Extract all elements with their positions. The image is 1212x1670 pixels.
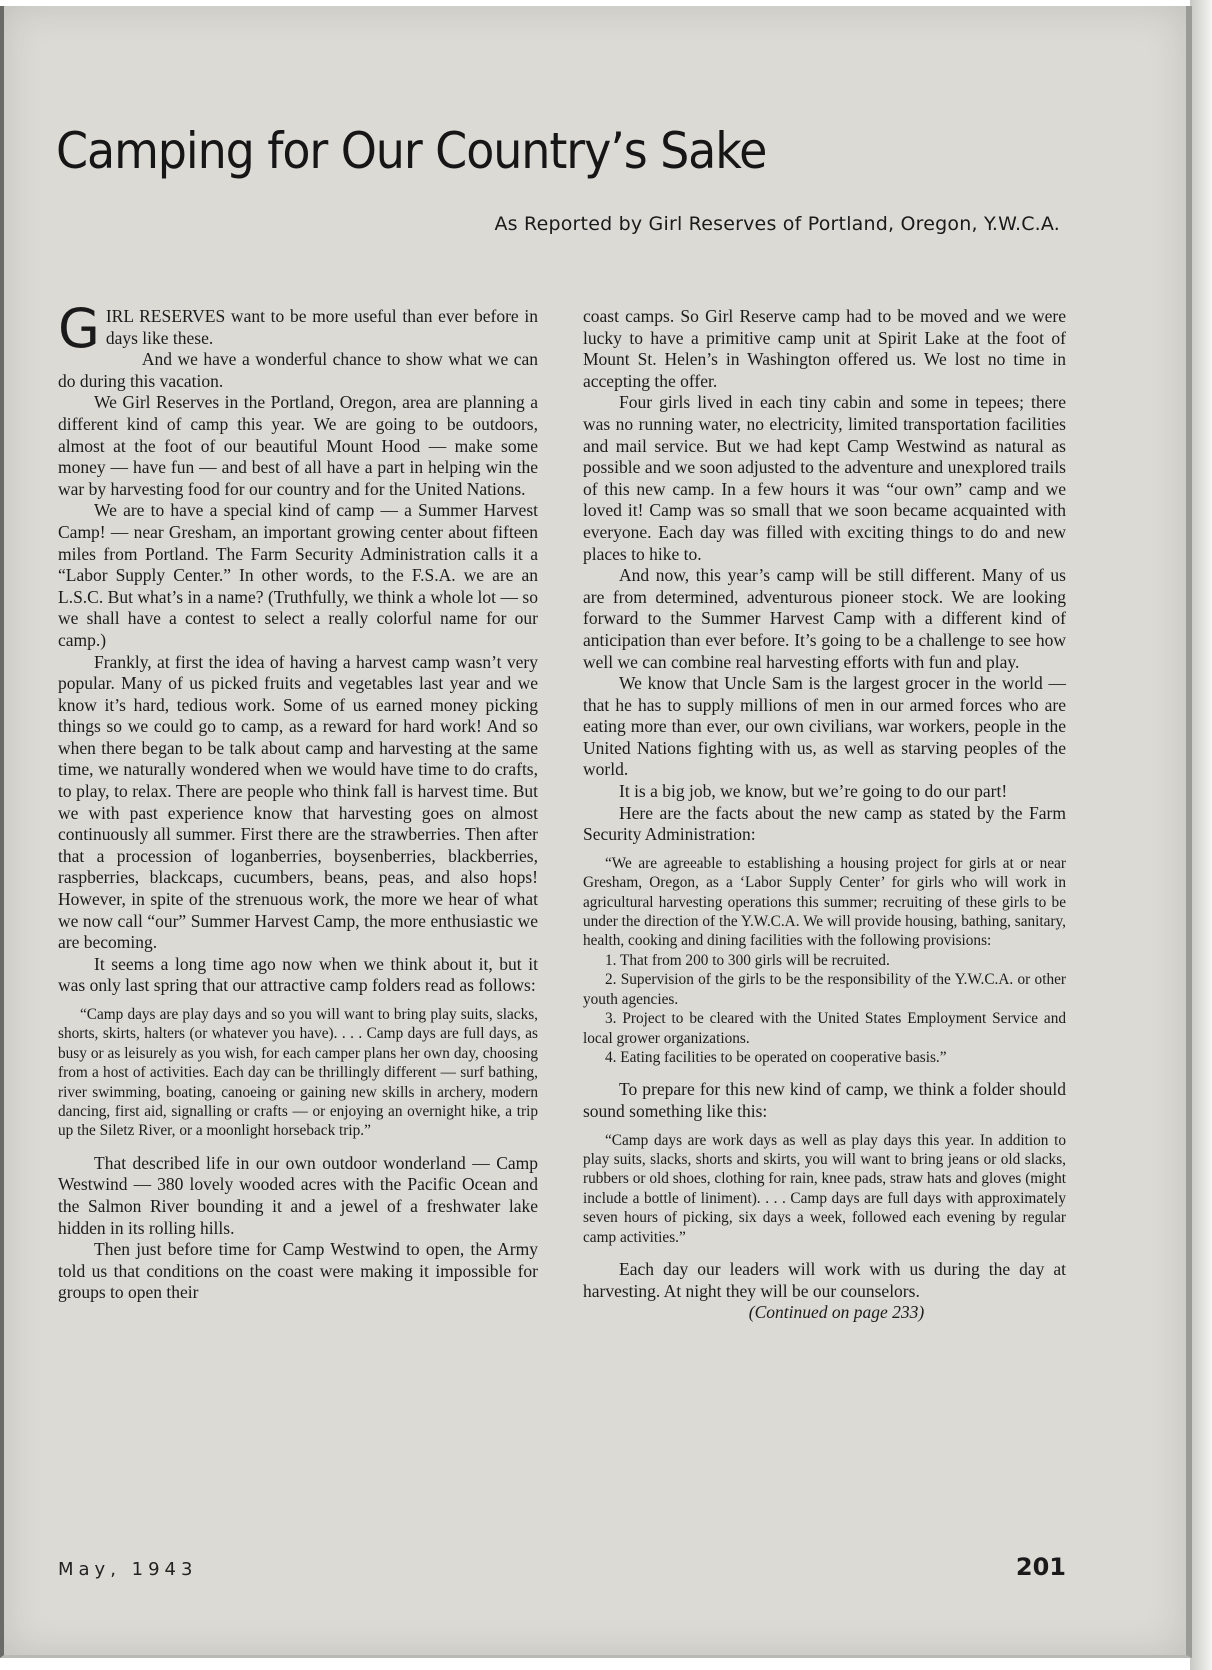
paragraph: It is a big job, we know, but we’re going to do our part! — [619, 781, 1008, 802]
paragraph: And now, this year’s camp will be still different. Many of us are from determined, adventurous pioneer stock. We are looking forward to the Summer Harvest Camp with a different kind of anticipation than ever before. It’s going to be a challenge to see how well we can combine real harvesting efforts with fun and play. — [583, 565, 1066, 672]
drop-cap: G — [58, 297, 100, 360]
right-column — [583, 306, 1066, 1324]
quote-text: “We are agreeable to establishing a housing project for girls at or near Gresham, Oregon, as a ‘Labor Supply Center’ for girls who will work in agricultural harvesting operations this summer; recruiting of these girls to be under the direction of the Y.W.C.A. We will provide housing, bathing, sanitary, health, cooking and dining facilities with the following provisions: — [583, 854, 1066, 950]
paragraph: We know that Uncle Sam is the largest grocer in the world — that he has to supply millions of men in our armed forces who are eating more than ever, our own civilians, war workers, people in the United Nations fighting with us, as well as starving peoples of the world. — [583, 673, 1066, 780]
paragraph: GIRL RESERVES want to be more useful than ever before in days like these. — [58, 297, 538, 360]
fsa-statement-quote — [583, 854, 1066, 1067]
paragraph: Then just before time for Camp Westwind to open, the Army told us that conditions on the coast were making it impossible for groups to open their — [58, 1239, 538, 1303]
new-folder-quote — [583, 1131, 1066, 1247]
paragraph: Each day our leaders will work with us during the day at harvesting. At night they will be our counselors. — [583, 1258, 1066, 1301]
provision-item: 4. Eating facilities to be operated on cooperative basis.” — [605, 1048, 947, 1066]
quote-text: “Camp days are play days and so you will want to bring play suits, slacks, shorts, skirts, halters (or whatever you have). . . . Camp days are full days, as busy or as leisurely as you wish, for each camper plans her own day, choosing from a host of activities. Each day can be thrillingly different — surf bathing, river swimming, boating, canoeing or gaining new skills in archery, modern dancing, first aid, signalling or crafts — or enjoying an overnight hike, a trip up the Siletz River, or a moonlight horseback trip.” — [58, 1006, 538, 1140]
paragraph: Four girls lived in each tiny cabin and some in tepees; there was no running water, no electricity, limited transportation facilities and mail service. But we had kept Camp Westwind as natural as possible and we soon adjusted to the adventure and unexplored trails of this new camp. In a few hours it was “our own” camp and we loved it! Camp was so small that we soon became acquainted with everyone. Each day was filled with exciting things to do and new places to hike to. — [583, 392, 1066, 564]
provision-item: 1. That from 200 to 300 girls will be recruited. — [605, 951, 890, 969]
paragraph: coast camps. So Girl Reserve camp had to be moved and we were lucky to have a primitive camp unit at Spirit Lake at the foot of Mount St. Helen’s in Washington offered us. We lost no time in accepting the offer. — [583, 306, 1066, 391]
paragraph: It seems a long time ago now when we think about it, but it was only last spring that our attractive camp folders read as follows: — [58, 953, 538, 996]
provision-item: 2. Supervision of the girls to be the responsibility of the Y.W.C.A. or other youth agencies. — [583, 971, 1066, 1008]
issue-date: May, 1943 — [58, 1559, 198, 1580]
paragraph: We are to have a special kind of camp — a Summer Harvest Camp! — near Gresham, an important growing center about fifteen miles from Portland. The Farm Security Administration calls it a “Labor Supply Center.” In other words, to the F.S.A. we are an L.S.C. But what’s in a name? (Truthfully, we think a whole lot — so we shall have a contest to select a really colorful name for our camp.) — [58, 500, 538, 650]
paragraph: Frankly, at first the idea of having a harvest camp wasn’t very popular. Many of us picked fruits and vegetables last year and we know it’s hard, tedious work. Some of us earned money picking things so we could go to camp, as a reward for hard work! And so when there began to be talk about camp and harvesting at the same time, we naturally wondered when we would have time to do crafts, to play, to relax. There are people who think fall is harvest time. But we with past experience know that harvesting goes on almost continuously all summer. First there are the strawberries. Then after that a procession of loganberries, boysenberries, blackberries, raspberries, blackcaps, cucumbers, beans, peas, and also hops! However, in spite of the strenuous work, the more we hear of what we now call “our” Summer Harvest Camp, the more enthusiastic we are becoming. — [58, 651, 538, 953]
camp-folder-quote — [58, 1005, 538, 1141]
provision-item: 3. Project to be cleared with the United States Employment Service and local grower organizations. — [583, 1010, 1066, 1047]
quote-text: “Camp days are work days as well as play days this year. In addition to play suits, slacks, shorts and skirts, you will want to bring jeans or old slacks, rubbers or old shoes, clothing for rain, knee pads, straw hats and gloves (might include a bottle of liniment). . . . Camp days are full days with approximately seven hours of picking, six days a week, followed each evening by regular camp activities.” — [583, 1131, 1066, 1246]
paragraph: And we have a wonderful chance to show what we can do during this vacation. — [58, 349, 538, 391]
paragraph: That described life in our own outdoor wonderland — Camp Westwind — 380 lovely wooded acres with the Pacific Ocean and the Salmon River bounding it and a jewel of a freshwater lake hidden in its rolling hills. — [58, 1152, 538, 1238]
left-column — [58, 297, 538, 1304]
continued-note: (Continued on page 233) — [748, 1302, 925, 1323]
paragraph: We Girl Reserves in the Portland, Oregon, area are planning a different kind of camp this year. We are going to be outdoors, almost at the foot of our beautiful Mount Hood — make some money — have fun — and best of all have a part in helping win the war by harvesting food for our country and for the United Nations. — [58, 392, 538, 499]
article-title: Camping for Our Country’s Sake — [56, 122, 767, 180]
article-byline: As Reported by Girl Reserves of Portland, Oregon, Y.W.C.A. — [494, 213, 1060, 235]
scan-edge — [1190, 0, 1212, 1670]
page-number: 201 — [1015, 1553, 1066, 1581]
paragraph: Here are the facts about the new camp as stated by the Farm Security Administration: — [583, 802, 1066, 845]
paragraph: To prepare for this new kind of camp, we think a folder should sound something like this: — [583, 1079, 1066, 1121]
